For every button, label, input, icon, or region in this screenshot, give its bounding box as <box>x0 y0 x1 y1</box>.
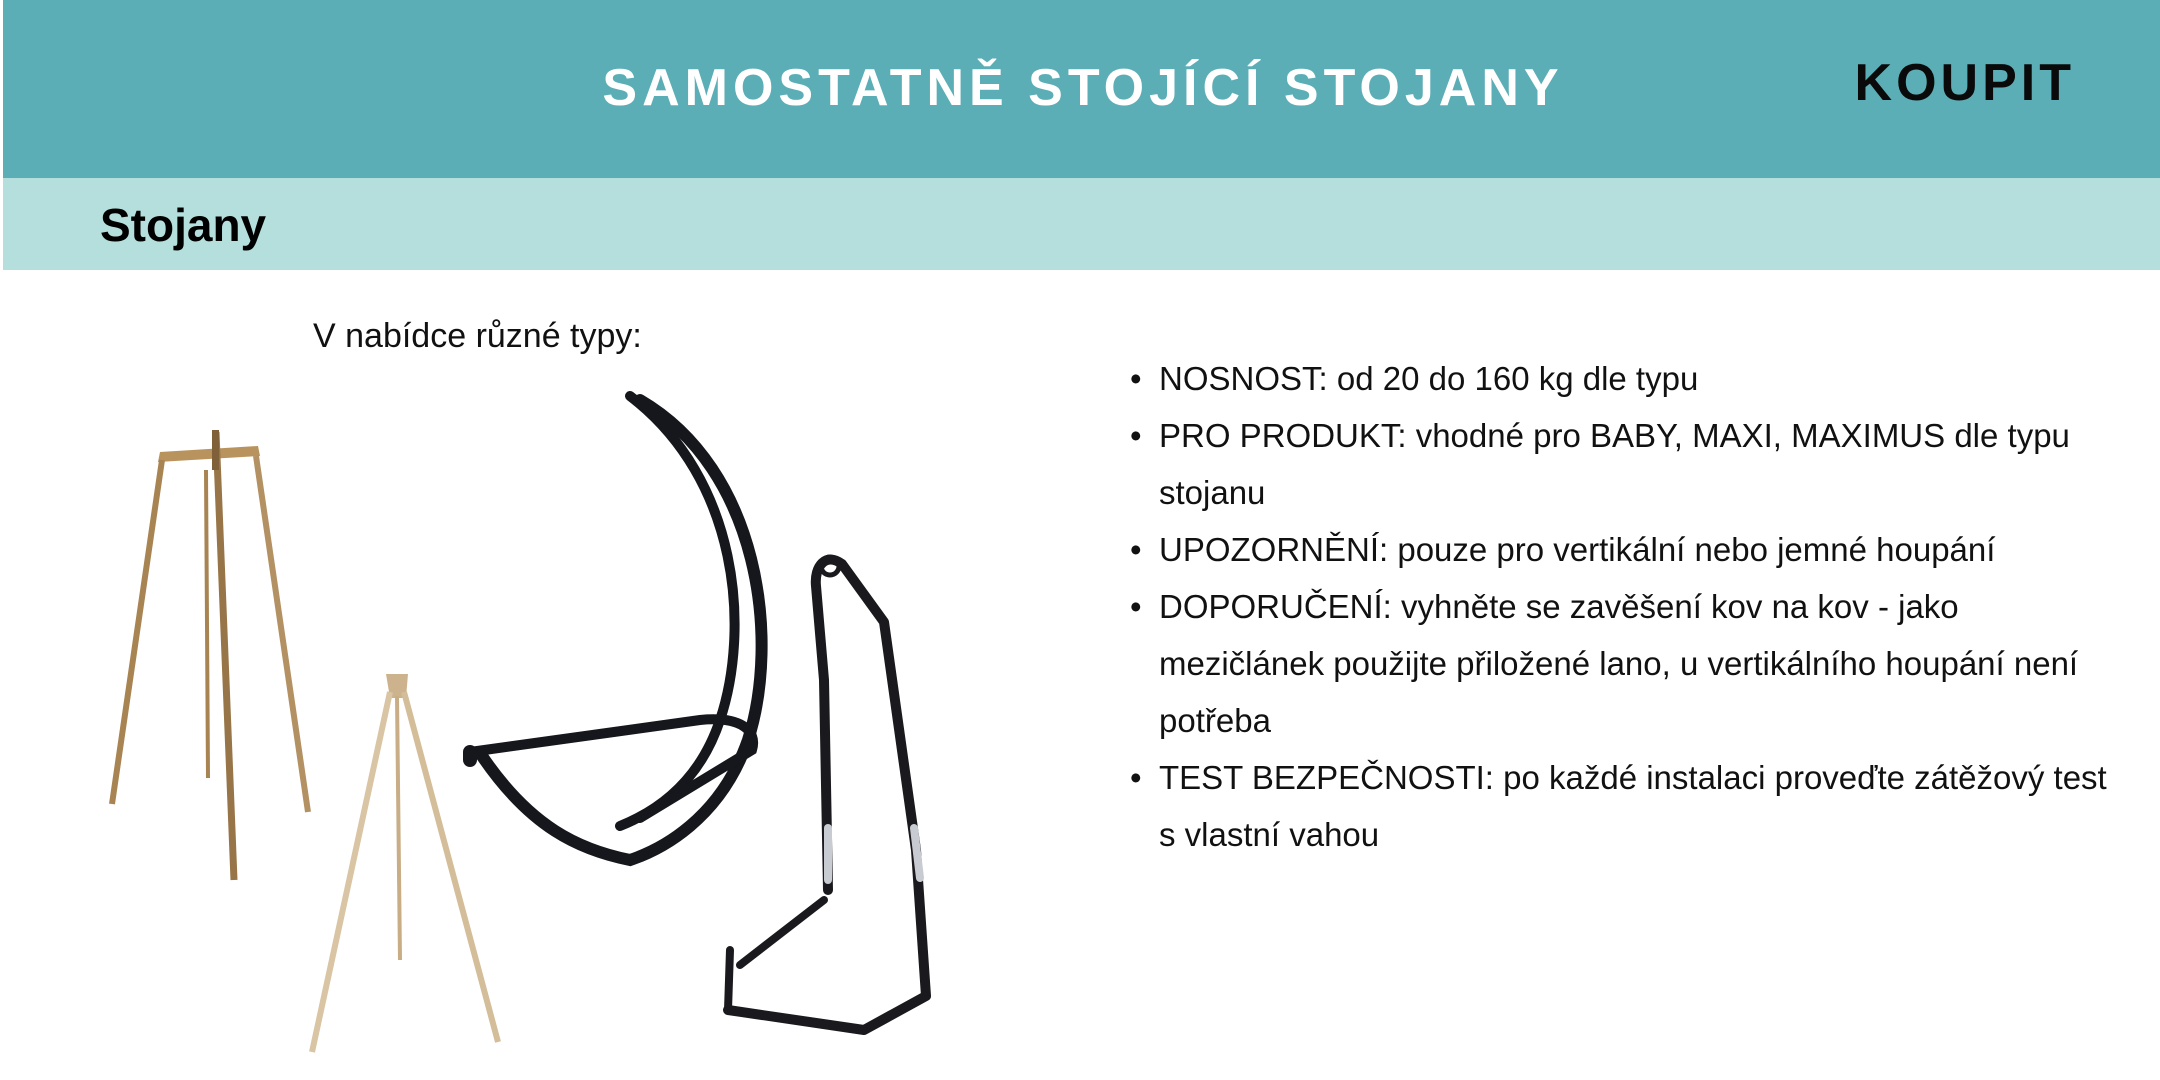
spec-capacity: • NOSNOST: od 20 do 160 kg dle typu <box>1130 350 2130 407</box>
wooden-tripod-stand-small <box>312 674 498 1052</box>
buy-button[interactable]: KOUPIT <box>1854 54 2075 112</box>
section-banner <box>3 178 2160 270</box>
section-title: Stojany <box>100 199 267 251</box>
page-title: SAMOSTATNĚ STOJÍCÍ STOJANY <box>602 59 1564 117</box>
specs-list <box>1130 350 2130 863</box>
header-banner <box>3 0 2160 178</box>
types-label: V nabídce různé typy: <box>313 317 642 355</box>
spec-recommendation: • DOPORUČENÍ: vyhněte se zavěšení kov na kov - jako mezičlánek použijte přiložené lano, u vertikálního houpání není potřeba <box>1130 578 2130 749</box>
curved-metal-c-stand <box>470 396 762 860</box>
spec-warning: • UPOZORNĚNÍ: pouze pro vertikální nebo jemné houpání <box>1130 521 2130 578</box>
spec-product: • PRO PRODUKT: vhodné pro BABY, MAXI, MAXIMUS dle typu stojanu <box>1130 407 2130 521</box>
stand-images <box>100 380 980 1080</box>
spec-safety-test: • TEST BEZPEČNOSTI: po každé instalaci proveďte zátěžový test s vlastní vahou <box>1130 749 2130 863</box>
wooden-tripod-stand <box>112 430 308 880</box>
